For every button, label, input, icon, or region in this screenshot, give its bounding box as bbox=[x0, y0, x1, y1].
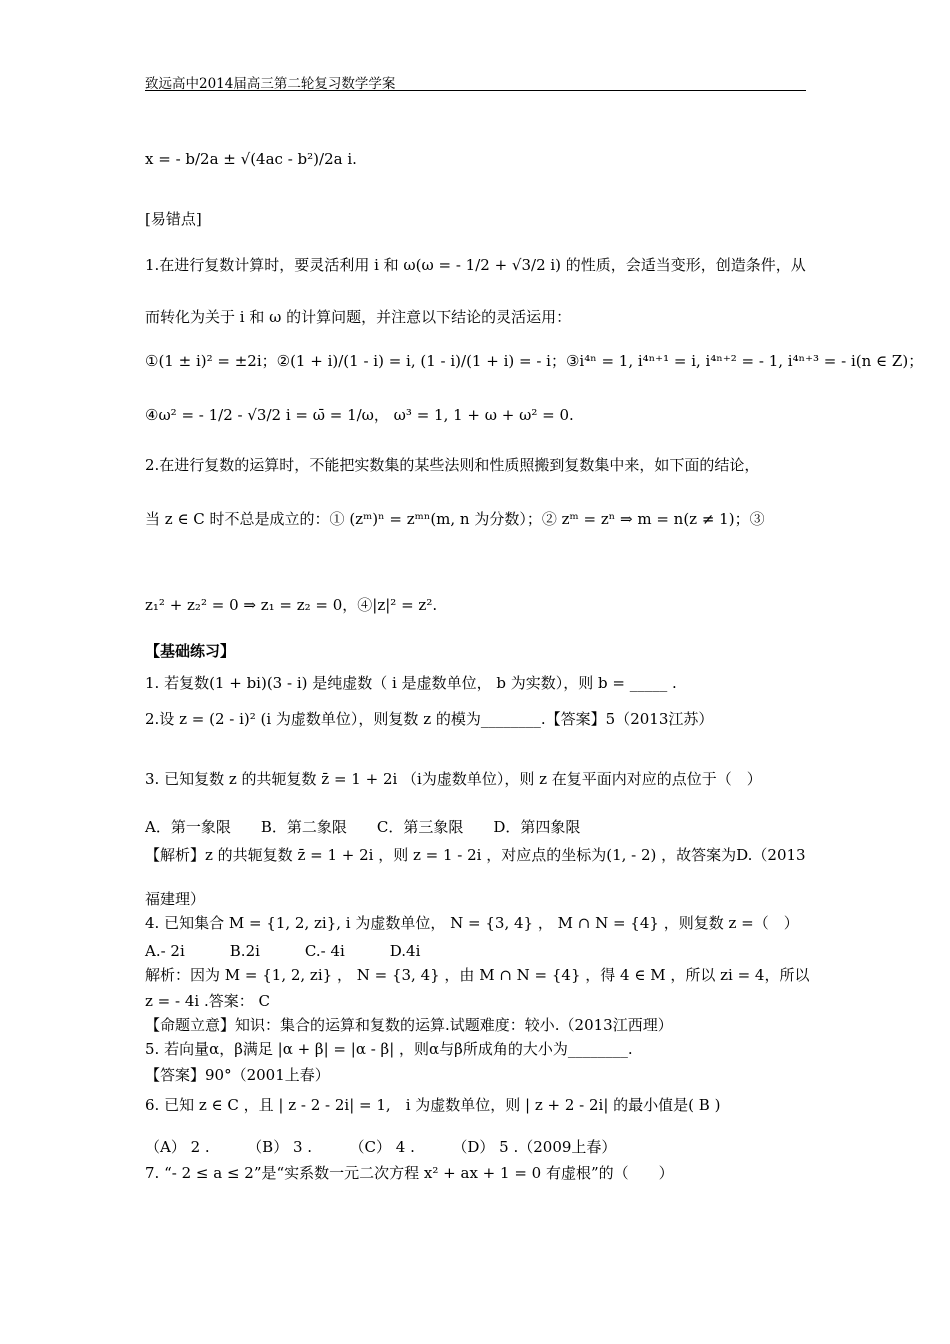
text-line-l_c4: ④ω² = - 1/2 - √3/2 i = ω̄ = 1/ω， ω³ = 1, 1 + ω + ω² = 0. bbox=[145, 406, 574, 424]
text-line-l_q6opts: （A） 2 . （B） 3 . （C） 4 . （D） 5 .（2009上春） bbox=[145, 1138, 617, 1156]
text-line-l_q3opts: A．第一象限 B．第二象限 C．第三象限 D．第四象限 bbox=[145, 818, 581, 836]
text-line-l_q4sol: 解析：因为 M = {1, 2, zi} ， N = {3, 4} ，由 M ∩ N = {4} ，得 4 ∈ M ，所以 zi = 4，所以 bbox=[145, 966, 810, 984]
text-line-l_p2b: 当 z ∈ C 时不总是成立的：① (zᵐ)ⁿ = zᵐⁿ(m, n 为分数）；② zᵐ = zⁿ ⇒ m = n(z ≠ 1)；③ bbox=[145, 510, 765, 528]
text-line-l_q3ans: 【解析】z 的共轭复数 z̄ = 1 + 2i ，则 z = 1 - 2i ，对应点的坐标为(1, - 2) ，故答案为D.（2013 bbox=[145, 846, 806, 864]
text-line-l_q3: 3. 已知复数 z 的共轭复数 z̄ = 1 + 2i （i为虚数单位），则 z 在复平面内对应的点位于（ ） bbox=[145, 770, 762, 788]
text-line-l_p2a: 2.在进行复数的运算时，不能把实数集的某些法则和性质照搬到复数集中来，如下面的结论， bbox=[145, 456, 760, 474]
text-line-l_q1: 1. 若复数(1 + bi)(3 - i) 是纯虚数（ i 是虚数单位， b 为实数），则 b = _____ . bbox=[145, 674, 677, 692]
text-line-l_q2: 2.设 z = (2 - i)² (i 为虚数单位），则复数 z 的模为________.【答案】5（2013江苏） bbox=[145, 710, 714, 728]
text-line-l_c1: ①(1 ± i)² = ±2i；②(1 + i)/(1 - i) = i, (1 - i)/(1 + i) = - i；③i⁴ⁿ = 1, i⁴ⁿ⁺¹ = i, i⁴ⁿ⁺² = - 1, i⁴ⁿ⁺³ = - i(n ∈ Z)； bbox=[145, 352, 924, 370]
text-line-l_q3ans2: 福建理） bbox=[145, 890, 206, 908]
text-line-l_p1a: 1.在进行复数计算时，要灵活利用 i 和 ω(ω = - 1/2 + √3/2 i) 的性质，会适当变形，创造条件，从 bbox=[145, 256, 806, 274]
text-line-l_q5ans: 【答案】90°（2001上春） bbox=[145, 1066, 330, 1084]
header-rule bbox=[145, 90, 806, 91]
page-header: 致远高中2014届高三第二轮复习数学学案 bbox=[145, 76, 396, 92]
text-line-formula_x: x = - b/2a ± √(4ac - b²)/2a i. bbox=[145, 150, 357, 168]
text-line-l_yicuo: [易错点] bbox=[145, 210, 202, 228]
text-line-l_q4sol2: z = - 4i .答案： C bbox=[145, 992, 270, 1010]
text-line-l_q7: 7. “- 2 ≤ a ≤ 2”是“实系数一元二次方程 x² + ax + 1 = 0 有虚根”的（ ） bbox=[145, 1164, 674, 1182]
text-line-l_q6: 6. 已知 z ∈ C ，且 | z - 2 - 2i| = 1, i 为虚数单位，则 | z + 2 - 2i| 的最小值是( B ) bbox=[145, 1096, 721, 1114]
text-line-l_p1b: 而转化为关于 i 和 ω 的计算问题，并注意以下结论的灵活运用： bbox=[145, 308, 572, 326]
text-line-l_q4opts: A.- 2i B.2i C.- 4i D.4i bbox=[145, 942, 421, 960]
text-line-l_q4note: 【命题立意】知识：集合的运算和复数的运算.试题难度：较小.（2013江西理） bbox=[145, 1016, 673, 1034]
text-line-l_q5: 5. 若向量α，β满足 |α + β| = |α - β| ，则α与β所成角的大小为________. bbox=[145, 1040, 633, 1058]
text-line-l_p2c: z₁² + z₂² = 0 ⇒ z₁ = z₂ = 0，④|z|² = z². bbox=[145, 596, 438, 614]
text-line-l_jichu: 【基础练习】 bbox=[145, 642, 236, 660]
text-line-l_q4: 4. 已知集合 M = {1, 2, zi}, i 为虚数单位， N = {3, 4} ， M ∩ N = {4} ，则复数 z =（ ） bbox=[145, 914, 799, 932]
